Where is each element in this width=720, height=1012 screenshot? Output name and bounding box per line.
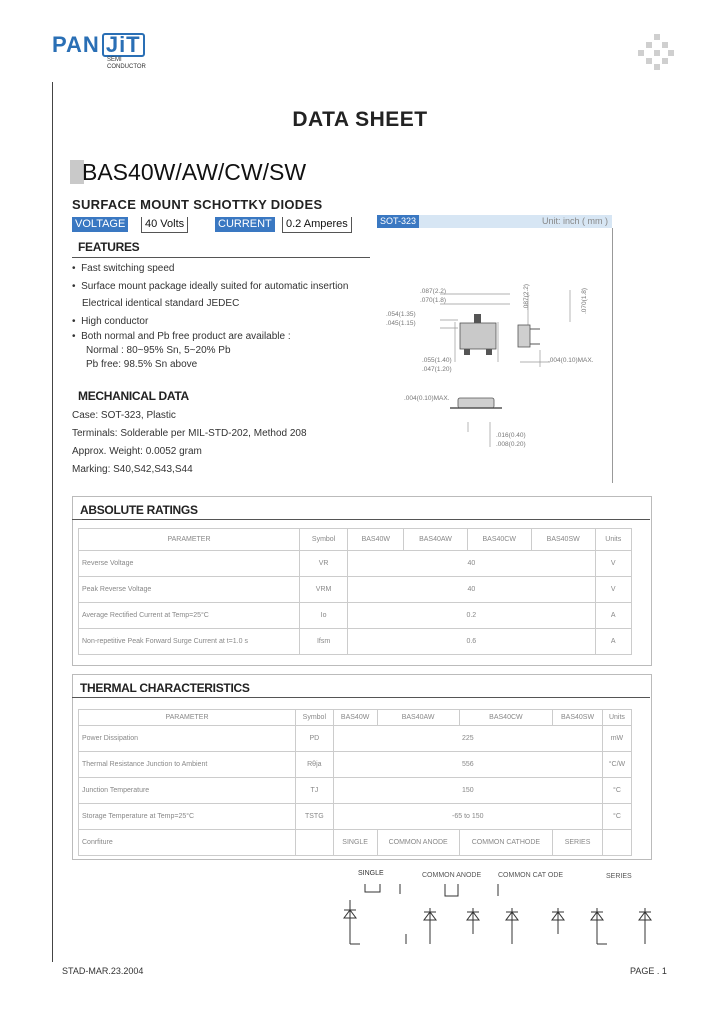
table-header: BAS40W bbox=[333, 710, 377, 726]
decorative-dots bbox=[638, 34, 674, 70]
dim-label: .087(2.2) bbox=[523, 283, 530, 310]
table-header: BAS40CW bbox=[459, 710, 552, 726]
thermal-heading: THERMAL CHARACTERISTICS bbox=[80, 681, 250, 695]
product-subtitle: SURFACE MOUNT SCHOTTKY DIODES bbox=[72, 197, 323, 212]
table-header: BAS40AW bbox=[377, 710, 459, 726]
brand-subtitle: SEMI CONDUCTOR bbox=[107, 57, 146, 70]
table-header: PARAMETER bbox=[79, 710, 296, 726]
circuit-label-common-cathode: COMMON CAT ODE bbox=[498, 872, 564, 879]
mechanical-list bbox=[72, 410, 307, 482]
dim-label: .055(1.40) bbox=[422, 357, 452, 364]
dim-label: .045(1.15) bbox=[386, 320, 416, 327]
table-row: Power Dissipation PD 225 mW bbox=[79, 726, 632, 752]
page-margin-line bbox=[52, 82, 53, 962]
circuit-label-series: SERIES bbox=[606, 873, 632, 880]
features-heading: FEATURES bbox=[78, 240, 140, 254]
package-outline-drawing bbox=[380, 232, 610, 482]
absolute-heading: ABSOLUTE RATINGS bbox=[80, 503, 198, 517]
voltage-label: VOLTAGE bbox=[72, 217, 128, 232]
package-unit: Unit: inch ( mm ) bbox=[541, 216, 608, 226]
drawing-border bbox=[612, 228, 613, 483]
current-value: 0.2 Amperes bbox=[282, 217, 352, 233]
absolute-rule bbox=[72, 519, 650, 520]
thermal-rule bbox=[72, 697, 650, 698]
table-header: BAS40SW bbox=[553, 710, 603, 726]
mechanical-heading: MECHANICAL DATA bbox=[78, 389, 189, 403]
table-row: Reverse Voltage VR 40 V bbox=[79, 551, 632, 577]
dim-label: .004(0.10)MAX. bbox=[404, 395, 450, 402]
footer-date: STAD-MAR.23.2004 bbox=[62, 966, 144, 976]
footer-page: PAGE . 1 bbox=[630, 966, 667, 976]
package-label: SOT-323 bbox=[377, 215, 419, 228]
feature-item: Electrical identical standard JEDEC bbox=[82, 298, 240, 309]
features-list: • Fast switching speed • Surface mount package ideally suited for automatic insertion Electrical identical standard JEDEC • High conductor • Both normal and Pb free product are available : Normal : 80~95% Sn, 5~20% Pb Pb free: 98.5% Sn above bbox=[72, 263, 348, 373]
feature-item: Pb free: 98.5% Sn above bbox=[86, 359, 198, 370]
dim-label: .087(2.2) bbox=[420, 288, 447, 295]
table-header: BAS40SW bbox=[531, 529, 595, 551]
table-row: Conrfiture SINGLE COMMON ANODE COMMON CATHODE SERIES bbox=[79, 830, 632, 856]
circuit-diagrams bbox=[330, 878, 660, 950]
table-row: Average Rectified Current at Temp=25°C Io 0.2 A bbox=[79, 603, 632, 629]
dim-label: .047(1.20) bbox=[422, 366, 452, 373]
table-header: PARAMETER bbox=[79, 529, 300, 551]
mechanical-item: Approx. Weight: 0.0052 gram bbox=[72, 446, 202, 457]
absolute-ratings-table bbox=[78, 528, 632, 655]
table-row: Storage Temperature at Temp=25°C TSTG -65 to 150 °C bbox=[79, 804, 632, 830]
features-rule bbox=[72, 257, 370, 258]
table-row: Non-repetitive Peak Forward Surge Current at t=1.0 s Ifsm 0.6 A bbox=[79, 629, 632, 655]
table-header: BAS40W bbox=[348, 529, 404, 551]
thermal-table bbox=[78, 709, 632, 856]
dim-label: .070(1.8) bbox=[581, 287, 588, 314]
feature-item: Surface mount package ideally suited for automatic insertion bbox=[81, 281, 349, 292]
table-header: Symbol bbox=[300, 529, 348, 551]
part-number: BAS40W/AW/CW/SW bbox=[82, 159, 307, 185]
dim-label: .004(0.10)MAX. bbox=[548, 357, 594, 364]
circuit-label-common-anode: COMMON ANODE bbox=[422, 872, 482, 879]
table-header: Units bbox=[602, 710, 631, 726]
table-row: Peak Reverse Voltage VRM 40 V bbox=[79, 577, 632, 603]
dim-label: .016(0.40) bbox=[496, 432, 526, 439]
feature-item: Both normal and Pb free product are available : bbox=[81, 331, 291, 342]
table-header: Units bbox=[595, 529, 631, 551]
dim-label: .054(1.35) bbox=[386, 311, 416, 318]
current-label: CURRENT bbox=[215, 217, 275, 232]
brand-logo: PAN JiT bbox=[52, 32, 145, 58]
dim-label: .008(0.20) bbox=[496, 441, 526, 448]
mechanical-item: Case: SOT-323, Plastic bbox=[72, 410, 176, 421]
dim-label: .070(1.8) bbox=[420, 297, 447, 304]
feature-item: Fast switching speed bbox=[81, 263, 175, 274]
table-row: Junction Temperature TJ 150 °C bbox=[79, 778, 632, 804]
package-bar bbox=[377, 215, 612, 228]
voltage-value: 40 Volts bbox=[141, 217, 188, 233]
table-row: Thermal Resistance Junction to Ambient Rθja 556 °C/W bbox=[79, 752, 632, 778]
table-header: BAS40CW bbox=[467, 529, 531, 551]
feature-item: Normal : 80~95% Sn, 5~20% Pb bbox=[86, 345, 231, 356]
mechanical-item: Marking: S40,S42,S43,S44 bbox=[72, 464, 193, 475]
mechanical-item: Terminals: Solderable per MIL-STD-202, Method 208 bbox=[72, 428, 307, 439]
table-header: BAS40AW bbox=[404, 529, 467, 551]
page-title: DATA SHEET bbox=[292, 108, 428, 131]
circuit-label-single: SINGLE bbox=[358, 870, 384, 877]
feature-item: High conductor bbox=[81, 316, 149, 327]
table-header: Symbol bbox=[296, 710, 334, 726]
